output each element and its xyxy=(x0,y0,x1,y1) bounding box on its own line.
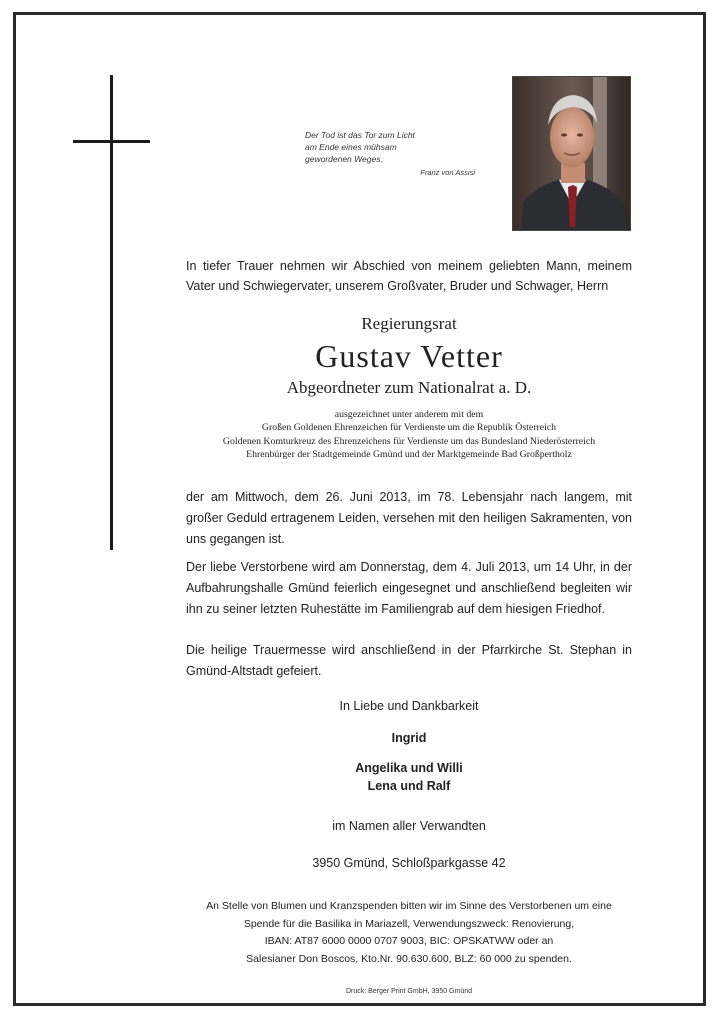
honors-line: Ehrenbürger der Stadtgemeinde Gmünd und der Marktgemeinde Bad Großpertholz xyxy=(246,448,572,460)
address-line: 3950 Gmünd, Schloßparkgasse 42 xyxy=(312,856,506,870)
donation-line: An Stelle von Blumen und Kranzspenden bitten wir im Sinne des Verstorbenen um eine xyxy=(206,900,612,912)
cross-icon-horizontal xyxy=(73,140,150,143)
honors-line: Goldenen Komturkreuz des Ehrenzeichens für Verdienste um das Bundesland Niederösterreich xyxy=(222,435,596,447)
mourner-name: Lena und Ralf xyxy=(367,779,451,793)
donation-line: Spende für die Basilika in Mariazell, Verwendungszweck: Renovierung, xyxy=(243,917,575,930)
quote-author: Franz von Assisi xyxy=(420,168,475,177)
deceased-name: Gustav Vetter xyxy=(315,338,503,374)
printer-credit: Druck: Berger Print GmbH, 3950 Gmünd xyxy=(345,988,473,995)
portrait-photo xyxy=(512,76,631,231)
honors-line: Großen Goldenen Ehrenzeichen für Verdienste um die Republik Österreich xyxy=(261,422,557,434)
honors-block xyxy=(160,408,658,461)
quote-block xyxy=(305,129,495,179)
death-paragraph: der am Mittwoch, dem 26. Juni 2013, im 78. Lebensjahr nach langem, mit großer Geduld ertragenem Leiden, versehen mit den heiligen Sakramenten, von uns gegangen ist. xyxy=(186,490,632,546)
deceased-position: Abgeordneter zum Nationalrat a. D. xyxy=(286,378,532,397)
funeral-paragraph: Der liebe Verstorbene wird am Donnerstag, dem 4. Juli 2013, um 14 Uhr, in der Aufbahrungshalle Gmünd feierlich eingesegnet und anschließend begleiten wir ihn zu seiner letzten Ruhestätte im Familiengrab auf dem hiesigen Friedhof. xyxy=(186,560,632,616)
quote-line: gewordenen Weges. xyxy=(305,154,383,164)
quote-line: Der Tod ist das Tor zum Licht xyxy=(305,130,415,140)
mourner-name: Angelika und Willi xyxy=(355,761,463,775)
donation-note xyxy=(186,898,632,968)
donation-line: Salesianer Don Boscos, Kto.Nr. 90.630.600, BLZ: 60 000 zu spenden. xyxy=(246,952,572,965)
mass-paragraph: Die heilige Trauermesse wird anschließend in der Pfarrkirche St. Stephan in Gmünd-Altstadt gefeiert. xyxy=(186,643,632,678)
intro-text: In tiefer Trauer nehmen wir Abschied von meinem geliebten Mann, meinem Vater und Schwiegervater, unserem Großvater, Bruder und Schwager, Herrn xyxy=(186,259,632,293)
mourner-name: Ingrid xyxy=(391,731,427,745)
honors-line: ausgezeichnet unter anderem mit dem xyxy=(334,409,484,420)
donation-line: IBAN: AT87 6000 0000 0707 9003, BIC: OPSKATWW oder an xyxy=(264,935,554,947)
quote-line: am Ende eines mühsam xyxy=(305,142,397,152)
closing-greeting: In Liebe und Dankbarkeit xyxy=(339,699,479,713)
cross-icon-vertical xyxy=(110,75,113,550)
relatives-line: im Namen aller Verwandten xyxy=(332,819,486,833)
deceased-title: Regierungsrat xyxy=(361,314,457,333)
